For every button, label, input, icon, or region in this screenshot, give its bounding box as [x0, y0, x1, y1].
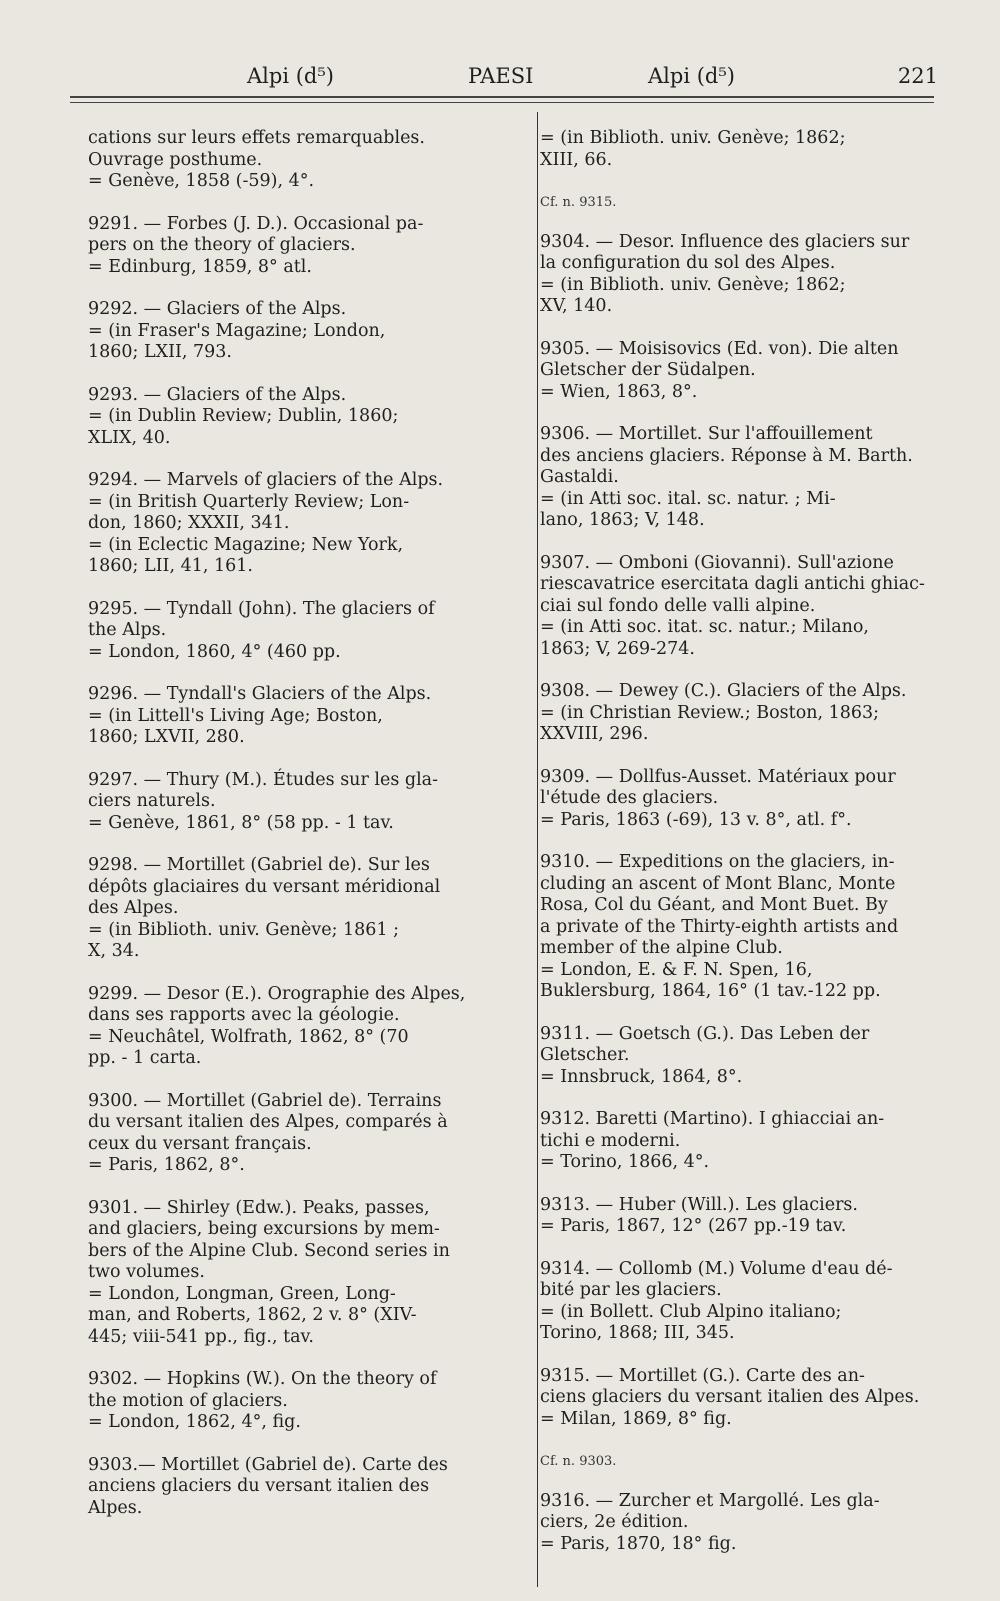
- entry-line: = (in Littell's Living Age; Boston,: [88, 705, 383, 726]
- entry-line: ciens glaciers du versant italien des Alpes.: [540, 1387, 920, 1407]
- entry-line: XIII, 66.: [540, 149, 613, 170]
- bibliography-entry: [88, 855, 496, 963]
- entry-line: don, 1860; XXXII, 341.: [88, 513, 290, 533]
- entry-line: 9312. Baretti (Martino). I ghiacciai an-: [540, 1109, 885, 1129]
- entry-line: 9306. — Mortillet. Sur l'affouillement: [540, 424, 873, 444]
- bibliography-entry: [88, 984, 496, 1070]
- entry-line: = Torino, 1866, 4°.: [540, 1152, 710, 1172]
- entry-line: man, and Roberts, 1862, 2 v. 8° (XIV-: [88, 1305, 417, 1325]
- entry-line: 9301. — Shirley (Edw.). Peaks, passes,: [88, 1197, 430, 1218]
- entry-line: l'étude des glaciers.: [540, 788, 719, 808]
- bibliography-entry: [540, 767, 938, 832]
- entry-line: Gletscher der Südalpen.: [540, 360, 756, 380]
- entry-line: 1860; LXVII, 280.: [88, 727, 245, 747]
- entry-line: 9313. — Huber (Will.). Les glaciers.: [540, 1194, 858, 1215]
- entry-line: = (in Bollett. Club Alpino italiano;: [540, 1301, 842, 1322]
- bibliography-entry: [88, 214, 496, 279]
- bibliography-entry: [88, 599, 496, 664]
- entry-line: = (in Eclectic Magazine; New York,: [88, 534, 404, 555]
- entry-line: ciers naturels.: [88, 791, 216, 811]
- entry-line: Ouvrage posthume.: [88, 149, 263, 170]
- entry-line: bers of the Alpine Club. Second series in: [88, 1240, 450, 1261]
- entry-line: = (in Dublin Review; Dublin, 1860;: [88, 406, 399, 426]
- entry-line: 9305. — Moisisovics (Ed. von). Die alten: [540, 338, 899, 359]
- entry-line: 9307. — Omboni (Giovanni). Sull'azione: [540, 552, 894, 573]
- header-rule-top: [70, 96, 934, 98]
- entry-line: 9300. — Mortillet (Gabriel de). Terrains: [88, 1090, 442, 1111]
- entry-line: = Paris, 1867, 12° (267 pp.-19 tav.: [540, 1216, 847, 1236]
- bibliography-entry: [540, 1259, 938, 1345]
- entry-line: 9302. — Hopkins (W.). On the theory of: [88, 1369, 437, 1389]
- entry-line: X, 34.: [88, 941, 140, 961]
- entry-line: Buklersburg, 1864, 16° (1 tav.-122 pp.: [540, 981, 881, 1001]
- entry-line: 9303.— Mortillet (Gabriel de). Carte des: [88, 1454, 448, 1475]
- bibliography-entry: [88, 385, 496, 450]
- entry-line: Gastaldi.: [540, 467, 619, 487]
- entry-line: = Edinburg, 1859, 8° atl.: [88, 256, 312, 277]
- running-header: [0, 56, 1000, 96]
- bibliography-entry: [540, 553, 938, 661]
- header-rule-bottom: [70, 102, 934, 103]
- bibliography-entry: [540, 1195, 938, 1238]
- entry-line: riescavatrice esercitata dagli antichi ghiac-: [540, 574, 925, 594]
- entry-line: = (in British Quarterly Review; Lon-: [88, 491, 410, 512]
- entry-line: 9294. — Marvels of glaciers of the Alps.: [88, 470, 444, 490]
- entry-line: 9291. — Forbes (J. D.). Occasional pa-: [88, 213, 424, 234]
- entry-line: = (in Atti soc. itat. sc. natur.; Milano,: [540, 617, 869, 637]
- entry-line: la configuration du sol des Alpes.: [540, 253, 836, 273]
- entry-line: anciens glaciers du versant italien des: [88, 1476, 430, 1496]
- bibliography-entry: [540, 681, 938, 746]
- entry-line: 9296. — Tyndall's Glaciers of the Alps.: [88, 684, 432, 704]
- entry-line: 9308. — Dewey (C.). Glaciers of the Alps.: [540, 681, 907, 701]
- bibliography-entry: [88, 1091, 496, 1177]
- entry-line: ciers, 2e édition.: [540, 1512, 689, 1532]
- bibliography-entry: [540, 1366, 938, 1431]
- bibliography-entry: [88, 1198, 496, 1349]
- bibliography-entry: [88, 470, 496, 578]
- header-right-title: Alpi (d⁵): [648, 64, 735, 88]
- bibliography-entry: [540, 232, 938, 318]
- bibliography-entry: [540, 1024, 938, 1089]
- bibliography-entry: [88, 1455, 496, 1520]
- entry-line: ceux du versant français.: [88, 1133, 312, 1154]
- entry-line: XV, 140.: [540, 296, 613, 316]
- entry-line: bité par les glaciers.: [540, 1280, 722, 1300]
- header-left-title: Alpi (d⁵): [247, 64, 334, 88]
- entry-line: 9316. — Zurcher et Margollé. Les gla-: [540, 1490, 880, 1511]
- bibliography-entry: [540, 1491, 938, 1556]
- entry-line: the Alps.: [88, 620, 167, 640]
- entry-line: = (in Fraser's Magazine; London,: [88, 320, 386, 341]
- entry-line: = London, Longman, Green, Long-: [88, 1283, 396, 1304]
- bibliography-entry: [88, 1369, 496, 1434]
- entry-line: des anciens glaciers. Réponse à M. Barth.: [540, 445, 913, 466]
- entry-line: 9298. — Mortillet (Gabriel de). Sur les: [88, 855, 430, 875]
- entry-line: 9314. — Collomb (M.) Volume d'eau dé-: [540, 1258, 893, 1279]
- entry-line: 9315. — Mortillet (G.). Carte des an-: [540, 1365, 865, 1386]
- bibliography-entry: [540, 1109, 938, 1174]
- entry-line: 9311. — Goetsch (G.). Das Leben der: [540, 1023, 870, 1044]
- entry-line: = Genève, 1861, 8° (58 pp. - 1 tav.: [88, 812, 394, 833]
- entry-line: Gletscher.: [540, 1045, 630, 1065]
- entry-line: 1863; V, 269-274.: [540, 638, 695, 659]
- entry-line: Alpes.: [88, 1497, 143, 1518]
- entry-line: tichi e moderni.: [540, 1130, 681, 1151]
- entry-line: = Genève, 1858 (-59), 4°.: [88, 171, 315, 191]
- entry-line: 1860; LII, 41, 161.: [88, 556, 253, 576]
- entry-line: XXVIII, 296.: [540, 724, 649, 744]
- entry-line: dépôts glaciaires du versant méridional: [88, 876, 441, 897]
- bibliography-entry: [88, 299, 496, 364]
- entry-line: 445; viii-541 pp., fig., tav.: [88, 1326, 314, 1347]
- entry-line: 9293. — Glaciers of the Alps.: [88, 384, 347, 405]
- entry-line: = Neuchâtel, Wolfrath, 1862, 8° (70: [88, 1026, 409, 1047]
- bibliography-entry: [88, 770, 496, 835]
- entry-line: a private of the Thirty-eighth artists and: [540, 916, 899, 937]
- entry-line: XLIX, 40.: [88, 427, 171, 448]
- entry-line: 9299. — Desor (E.). Orographie des Alpes,: [88, 983, 466, 1004]
- entry-line: = London, 1862, 4°, fig.: [88, 1412, 301, 1432]
- entry-line: Rosa, Col du Géant, and Mont Buet. By: [540, 895, 888, 915]
- bibliography-entry: [540, 424, 938, 532]
- entry-line: = Paris, 1870, 18° fig.: [540, 1533, 737, 1554]
- entry-line: des Alpes.: [88, 898, 179, 918]
- entry-line: = (in Christian Review.; Boston, 1863;: [540, 702, 880, 723]
- bibliography-entry: [540, 852, 938, 1003]
- bibliography-entry: [540, 128, 938, 171]
- entry-line: = Innsbruck, 1864, 8°.: [540, 1066, 743, 1087]
- entry-line: = Wien, 1863, 8°.: [540, 381, 698, 402]
- cross-reference-note: Cf. n. 9315.: [540, 195, 617, 210]
- entry-line: lano, 1863; V, 148.: [540, 510, 705, 530]
- entry-line: 9297. — Thury (M.). Études sur les gla-: [88, 769, 439, 790]
- bibliography-entry: [540, 339, 938, 404]
- entry-line: cluding an ascent of Mont Blanc, Monte: [540, 873, 896, 894]
- entry-line: 9295. — Tyndall (John). The glaciers of: [88, 598, 435, 619]
- entry-line: = Milan, 1869, 8° fig.: [540, 1408, 732, 1429]
- entry-line: du versant italien des Alpes, comparés à: [88, 1112, 448, 1132]
- entry-line: and glaciers, being excursions by mem-: [88, 1219, 440, 1239]
- entry-line: member of the alpine Club.: [540, 938, 783, 958]
- header-section-title: PAESI: [468, 64, 534, 88]
- entry-line: ciai sul fondo delle valli alpine.: [540, 595, 816, 616]
- entry-line: = London, E. & F. N. Spen, 16,: [540, 959, 813, 980]
- entry-line: pers on the theory of glaciers.: [88, 235, 356, 255]
- entry-line: two volumes.: [88, 1262, 205, 1282]
- entry-line: = (in Biblioth. univ. Genève; 1862;: [540, 128, 846, 148]
- entry-line: dans ses rapports avec la géologie.: [88, 1005, 400, 1025]
- entry-line: = Paris, 1863 (-69), 13 v. 8°, atl. f°.: [540, 809, 852, 830]
- entry-line: 9292. — Glaciers of the Alps.: [88, 299, 347, 319]
- entry-line: = Paris, 1862, 8°.: [88, 1155, 245, 1175]
- entry-line: = (in Biblioth. univ. Genève; 1862;: [540, 274, 846, 295]
- entry-line: 9304. — Desor. Influence des glaciers sur: [540, 231, 910, 252]
- entry-line: pp. - 1 carta.: [88, 1048, 202, 1068]
- bibliography-entry: [88, 128, 496, 193]
- cross-reference-note: Cf. n. 9303.: [540, 1454, 617, 1469]
- entry-line: = (in Atti soc. ital. sc. natur. ; Mi-: [540, 488, 836, 509]
- entry-line: cations sur leurs effets remarquables.: [88, 128, 425, 148]
- entry-line: Torino, 1868; III, 345.: [540, 1323, 735, 1343]
- bibliography-entry: [88, 684, 496, 749]
- entry-line: 1860; LXII, 793.: [88, 342, 232, 362]
- entry-line: 9310. — Expeditions on the glaciers, in-: [540, 852, 895, 872]
- right-column: [540, 128, 938, 1576]
- entry-line: 9309. — Dollfus-Ausset. Matériaux pour: [540, 766, 896, 787]
- entry-line: = (in Biblioth. univ. Genève; 1861 ;: [88, 919, 400, 940]
- left-column: [88, 128, 496, 1540]
- entry-line: = London, 1860, 4° (460 pp.: [88, 641, 341, 662]
- column-divider: [537, 112, 538, 1587]
- entry-line: the motion of glaciers.: [88, 1390, 288, 1411]
- page-number: 221: [897, 64, 938, 88]
